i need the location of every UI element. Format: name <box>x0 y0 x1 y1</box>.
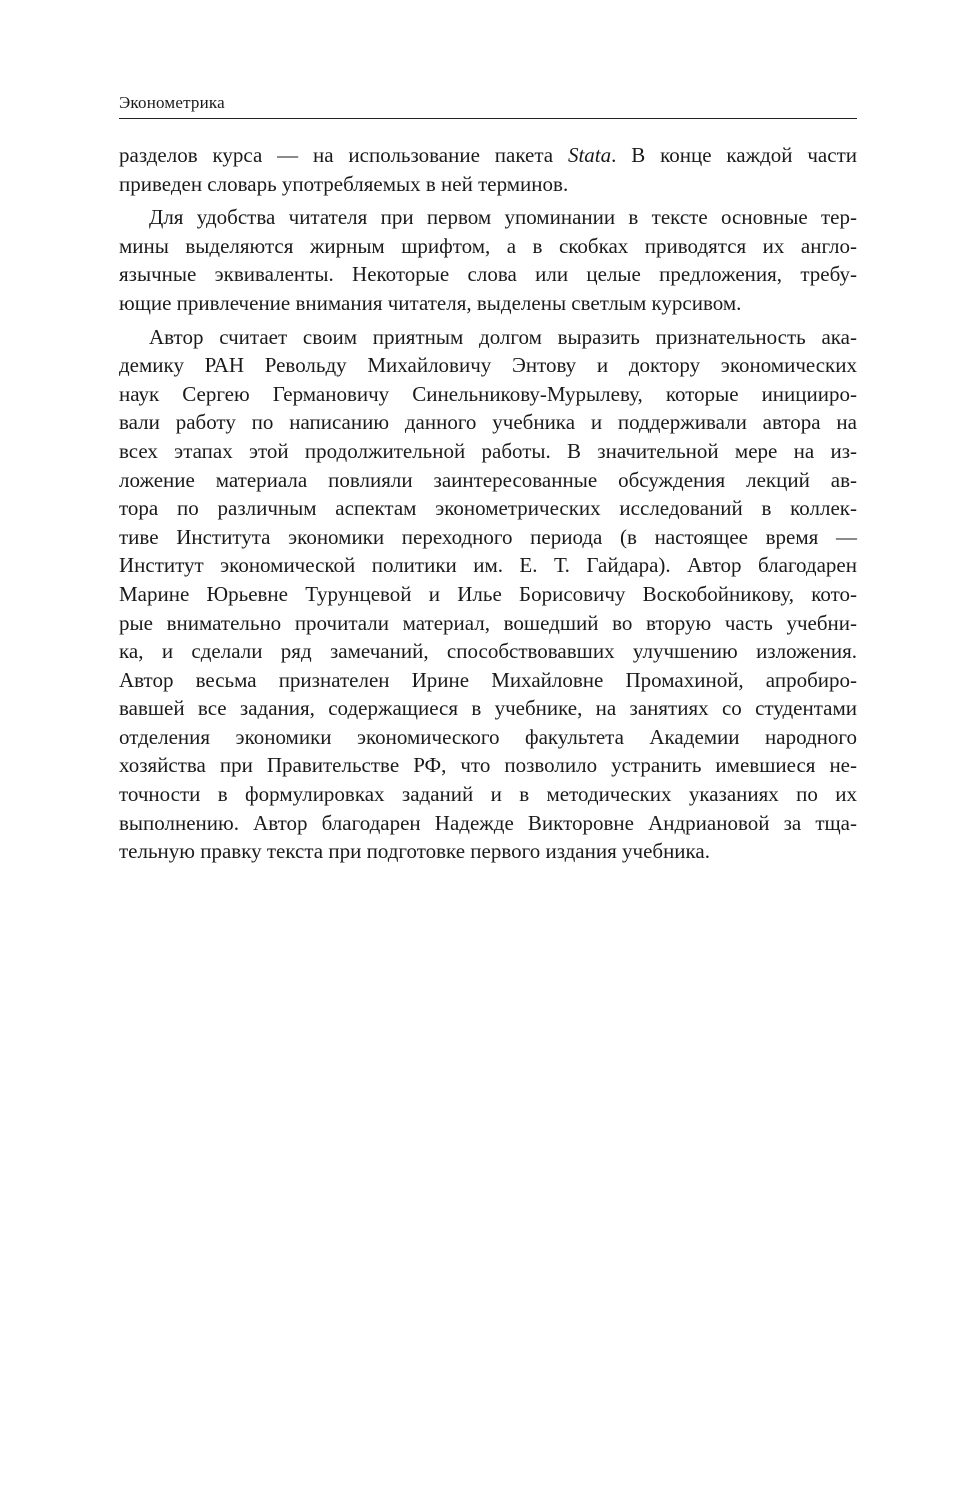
text-line: Автор весьма признателен Ирине Михайловне Промахиной, апробиро- <box>119 667 857 692</box>
text-line: тиве Института экономики переходного периода (в настоящее время — <box>119 524 857 549</box>
text-line: ложение материала повлияли заинтересованные обсуждения лекций ав- <box>119 467 857 492</box>
text-line: приведен словарь употребляемых в ней терминов. <box>119 171 569 196</box>
text-line: Для удобства читателя при первом упоминании в тексте основные тер- <box>149 205 857 230</box>
text-run: . В конце каждой части <box>611 143 857 167</box>
text-line: ка, и сделали ряд замечаний, способствовавших улучшению изложения. <box>119 639 857 664</box>
text-line: наук Сергею Германовичу Синельникову-Мурылеву, которые иницииро- <box>119 381 857 406</box>
paragraph-continuation <box>119 141 857 198</box>
text-line: Марине Юрьевне Турунцевой и Илье Борисовичу Воскобойникову, кото- <box>119 581 857 606</box>
text-line: выполнению. Автор благодарен Надежде Викторовне Андриановой за тща- <box>119 810 857 835</box>
paragraph-acknowledgements <box>119 323 857 866</box>
text-line: рые внимательно прочитали материал, вошедший во вторую часть учебни- <box>119 610 857 635</box>
body-text <box>119 141 857 866</box>
text-line: мины выделяются жирным шрифтом, а в скобках приводятся их англо- <box>119 233 857 258</box>
software-name: Stata <box>567 143 612 167</box>
text-line: Автор считает своим приятным долгом выразить признательность ака- <box>149 324 857 349</box>
text-line: вали работу по написанию данного учебника и поддерживали автора на <box>119 410 857 435</box>
text-line: всех этапах этой продолжительной работы. В значительной мере на из- <box>119 438 857 463</box>
paragraph-typography-note <box>119 203 857 317</box>
text-line: демику РАН Револьду Михайловичу Энтову и доктору экономических <box>119 353 857 378</box>
text-line: ющие привлечение внимания читателя, выделены светлым курсивом. <box>119 290 742 315</box>
text-line <box>119 141 857 170</box>
text-line: хозяйства при Правительстве РФ, что позволило устранить имевшиеся не- <box>119 753 857 778</box>
book-page <box>119 92 857 866</box>
running-header: Эконометрика <box>119 92 857 119</box>
text-line: вавшей все задания, содержащиеся в учебнике, на занятиях со студентами <box>119 696 857 721</box>
text-run: разделов курса — на использование пакета <box>119 143 568 167</box>
text-line: точности в формулировках заданий и в методических указаниях по их <box>119 782 857 807</box>
text-line: отделения экономики экономического факультета Академии народного <box>119 724 857 749</box>
text-line: тора по различным аспектам эконометрических исследований в коллек- <box>119 496 857 521</box>
text-line: тельную правку текста при подготовке первого издания учебника. <box>119 839 711 864</box>
text-line: Институт экономической политики им. Е. Т. Гайдара). Автор благодарен <box>119 553 857 578</box>
text-line: язычные эквиваленты. Некоторые слова или целые предложения, требу- <box>119 262 857 287</box>
